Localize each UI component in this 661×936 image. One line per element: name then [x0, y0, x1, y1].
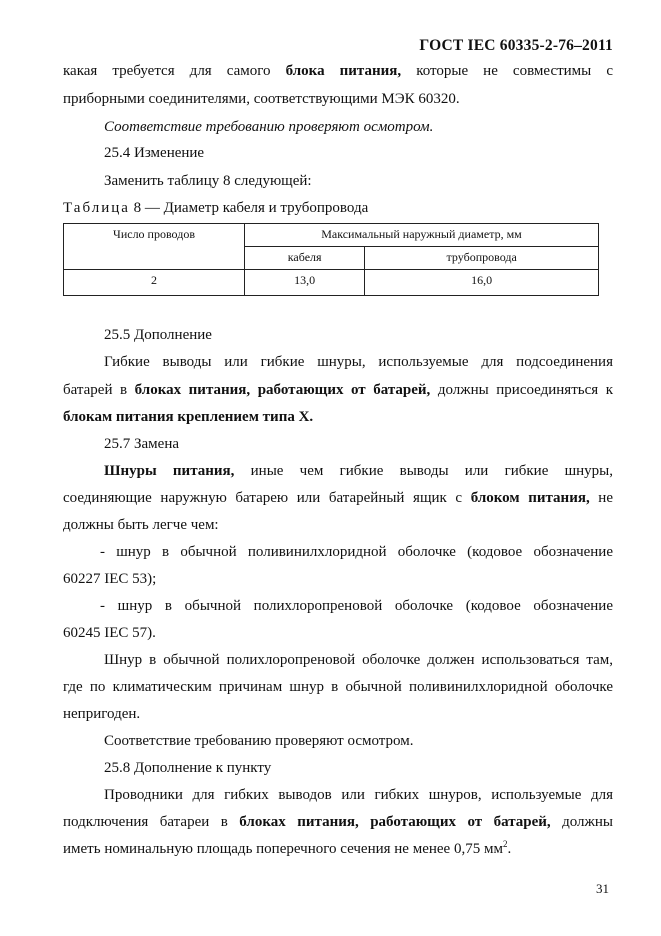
paragraph-line: где по климатическим причинам шнур в обычной поливинилхлоридной оболочке — [63, 679, 613, 695]
paragraph-line: должны быть легче чем: — [63, 517, 219, 533]
table-caption — [63, 201, 613, 216]
table-row — [64, 270, 599, 296]
text: . — [507, 841, 512, 857]
bold-term: блокам питания креплением типа X. — [63, 409, 314, 425]
compliance-note: Соответствие требованию проверяют осмотром. — [104, 733, 414, 749]
superscript: 2 — [502, 839, 508, 849]
paragraph-line: приборными соединителями, соответствующими МЭК 60320. — [63, 91, 460, 107]
text: не — [589, 490, 613, 506]
italic-text: Соответствие требованию проверяют осмотром. — [104, 119, 434, 135]
text: иметь номинальную площадь поперечного сечения не менее 0,75 мм — [63, 841, 503, 857]
section-title-25-7: 25.7 Замена — [104, 436, 180, 452]
bold-term: блоком питания, — [470, 490, 590, 506]
text: должны присоединяться к — [430, 382, 613, 398]
table-cell-wires: 2 — [64, 270, 245, 296]
page-number: 31 — [596, 881, 609, 896]
bold-term: блоках питания, работающих от батарей, — [239, 814, 551, 830]
paragraph-line — [63, 491, 613, 506]
section-title-25-5: 25.5 Дополнение — [104, 327, 212, 343]
section-title-25-4: 25.4 Изменение — [104, 145, 205, 161]
table-8 — [63, 223, 599, 296]
table-header-diameter: Максимальный наружный диаметр, мм — [245, 224, 599, 247]
caption-label: Таблица — [63, 200, 130, 216]
paragraph-line — [63, 64, 613, 79]
table-cell-cable: 13,0 — [245, 270, 365, 296]
text: батарей в — [63, 382, 135, 398]
list-item-continuation: 60227 IEC 53); — [63, 571, 157, 587]
table-header-wires: Число проводов — [64, 224, 245, 270]
text: какая требуется для самого — [63, 63, 286, 79]
caption-text: 8 — Диаметр кабеля и трубопровода — [129, 200, 369, 216]
text: иные чем гибкие выводы или гибкие шнуры, — [234, 463, 614, 479]
bold-term: блоках питания, работающих от батарей, — [134, 382, 431, 398]
paragraph-line — [63, 839, 613, 857]
text: соединяющие наружную батарею или батарейный ящик с — [63, 490, 471, 506]
list-item: - шнур в обычной полихлоропреновой оболочке (кодовое обозначение — [100, 598, 613, 614]
paragraph-line — [63, 410, 613, 425]
table-cell-pipe: 16,0 — [365, 270, 599, 296]
section-title-25-8: 25.8 Дополнение к пункту — [104, 760, 272, 776]
text: должны — [550, 814, 614, 830]
list-item: - шнур в обычной поливинилхлоридной оболочке (кодовое обозначение — [100, 544, 613, 560]
paragraph-line — [63, 815, 613, 830]
paragraph-line: непригоден. — [63, 706, 141, 722]
paragraph-line — [63, 383, 613, 398]
document-header: ГОСТ IEC 60335-2-76–2011 — [419, 37, 613, 54]
compliance-note-italic — [104, 120, 613, 135]
paragraph-line — [104, 464, 613, 479]
text: которые не совместимы с — [401, 63, 613, 79]
table-subheader-cable: кабеля — [245, 247, 365, 270]
table-subheader-pipe: трубопровода — [365, 247, 599, 270]
bold-term: Шнуры питания, — [104, 463, 235, 479]
text: подключения батареи в — [63, 814, 240, 830]
list-item-continuation: 60245 IEC 57). — [63, 625, 156, 641]
paragraph-line: Проводники для гибких выводов или гибких шнуров, используемые для — [104, 787, 613, 803]
paragraph-line: Гибкие выводы или гибкие шнуры, используемые для подсоединения — [104, 354, 613, 370]
bold-term: блока питания, — [285, 63, 402, 79]
paragraph-line: Шнур в обычной полихлоропреновой оболочке должен использоваться там, — [104, 652, 613, 668]
paragraph-line: Заменить таблицу 8 следующей: — [104, 173, 312, 189]
